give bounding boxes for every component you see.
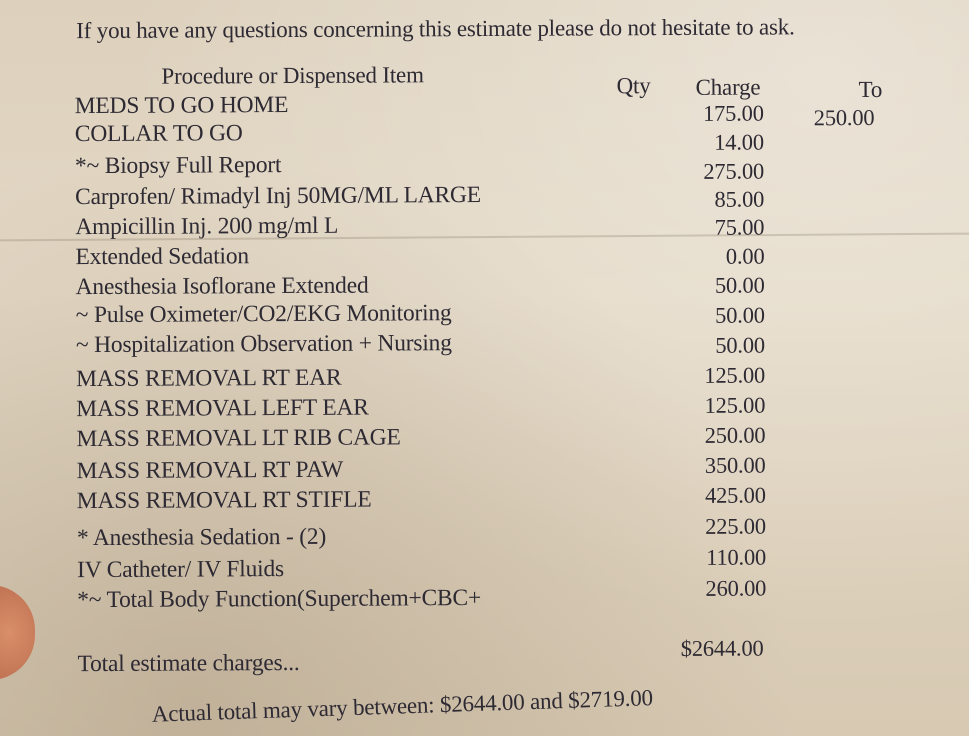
- item-charge: 275.00: [703, 158, 765, 184]
- item-name: MASS REMOVAL RT STIFLE: [76, 486, 372, 515]
- item-name: MASS REMOVAL LEFT EAR: [76, 394, 369, 423]
- item-charge: 14.00: [714, 129, 764, 155]
- item-charge: 125.00: [704, 392, 766, 418]
- total-value: $2644.00: [680, 635, 764, 661]
- item-name: MASS REMOVAL LT RIB CAGE: [76, 424, 401, 453]
- item-charge: 50.00: [714, 272, 765, 298]
- item-charge: 425.00: [704, 482, 766, 508]
- item-charge: 175.00: [702, 100, 764, 126]
- item-name: Carprofen/ Rimadyl Inj 50MG/ML LARGE: [75, 181, 481, 211]
- item-name: IV Catheter/ IV Fluids: [77, 556, 285, 584]
- item-name: ~ Hospitalization Observation + Nursing: [75, 330, 452, 359]
- item-name: * Anesthesia Sedation - (2): [76, 523, 327, 552]
- column-header-item: Procedure or Dispensed Item: [161, 62, 424, 89]
- item-charge: 250.00: [704, 422, 766, 448]
- item-charge: 50.00: [715, 302, 765, 328]
- total-label: Total estimate charges...: [77, 649, 300, 678]
- item-name: MEDS TO GO HOME: [74, 92, 289, 120]
- item-name: *~ Biopsy Full Report: [74, 152, 282, 180]
- item-name: COLLAR TO GO: [74, 120, 243, 148]
- item-name: MASS REMOVAL RT EAR: [76, 364, 342, 393]
- range-note: Actual total may vary between: $2644.00 and $2719.00: [151, 685, 654, 727]
- item-charge: 85.00: [714, 186, 765, 212]
- item-charge: 125.00: [704, 362, 766, 388]
- column-header-charge: Charge: [695, 74, 761, 100]
- item-to-value: 250.00: [813, 104, 875, 131]
- header-note: If you have any questions concerning this estimate please do not hesitate to ask.: [76, 14, 795, 44]
- item-charge: 350.00: [704, 452, 766, 478]
- column-header-qty: Qty: [616, 73, 651, 99]
- item-name: Anesthesia Isoflorane Extended: [75, 272, 369, 301]
- item-charge: 75.00: [714, 214, 765, 240]
- item-name: Ampicillin Inj. 200 mg/ml L: [75, 212, 339, 241]
- item-name: *~ Total Body Function(Superchem+CBC+: [77, 584, 482, 614]
- item-name: ~ Pulse Oximeter/CO2/EKG Monitoring: [75, 300, 452, 329]
- item-name: MASS REMOVAL RT PAW: [76, 456, 344, 485]
- item-name: Extended Sedation: [75, 243, 249, 271]
- item-charge: 260.00: [705, 575, 767, 601]
- item-charge: 110.00: [706, 544, 767, 570]
- item-charge: 50.00: [715, 332, 765, 358]
- item-charge: 225.00: [705, 513, 766, 539]
- item-charge: 0.00: [725, 243, 765, 269]
- column-header-to: To: [858, 76, 883, 103]
